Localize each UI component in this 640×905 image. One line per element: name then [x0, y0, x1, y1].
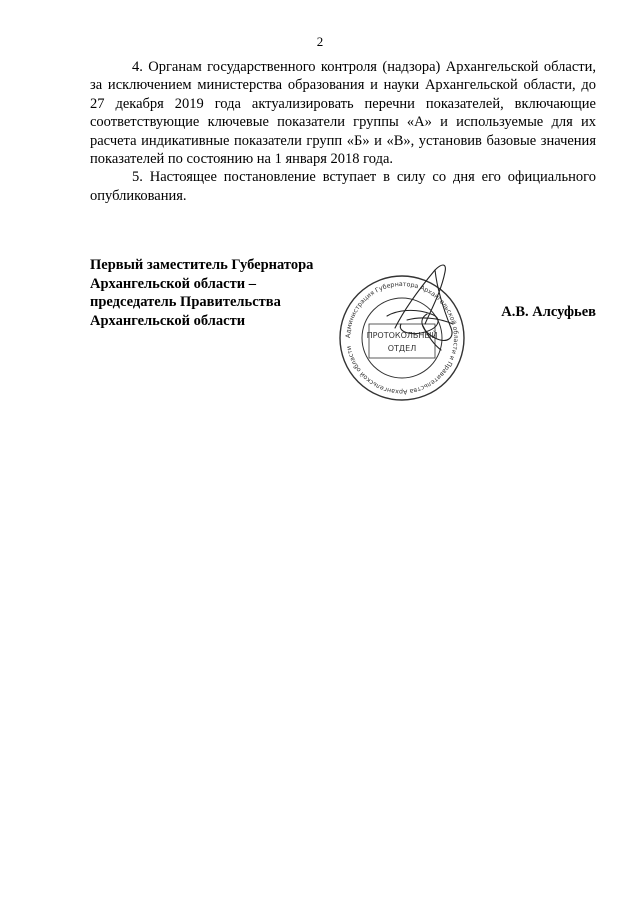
position-line: Первый заместитель Губернатора [90, 257, 314, 273]
position-line: председатель Правительства [90, 294, 281, 311]
position-line: Архангельской области [90, 312, 246, 329]
signatory-name: А.В. Алсуфьев [501, 304, 596, 320]
seal-center-line-1: ПРОТОКОЛЬНЫЙ [366, 331, 438, 340]
page-number: 2 [316, 34, 324, 49]
seal-center-line-2: ОТДЕЛ [387, 344, 417, 353]
official-seal-and-signature [335, 258, 470, 458]
document-body [90, 58, 596, 205]
paragraph-4: 4. Органам государственного контроля (надзора) Архангельской области, за исключением министерства образования и науки Архангельской области, до 27 декабря 2019 года актуализировать перечни показателей, включающие соответствующие ключевые показатели группы «А» и используемые для их расчета индикативные показатели групп «Б» и «В», установив базовые значения показателей по состоянию на 1 января 2018 года. [90, 59, 596, 168]
seal-ring-text-path: Администрация Губернатора Архангельской области и Правительства Архангельской области [344, 280, 460, 396]
signatory-position [90, 256, 350, 330]
paragraph-5: 5. Настоящее постановление вступает в силу со дня его официального опубликования. [90, 169, 596, 204]
position-line: Архангельской области – [90, 275, 256, 292]
